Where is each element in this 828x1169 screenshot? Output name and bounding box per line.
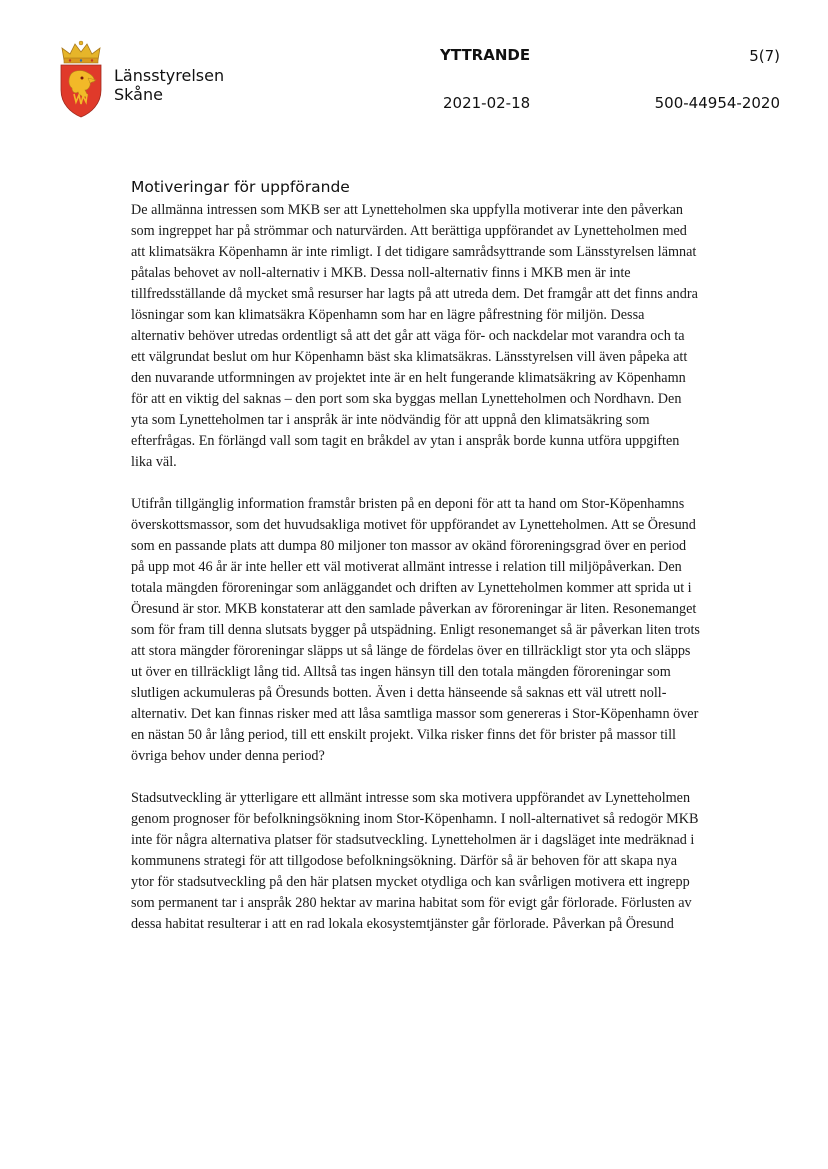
organization-name-line1: Länsstyrelsen [114, 66, 225, 85]
organization-name-line2: Skåne [114, 85, 163, 104]
page-number: 5(7) [749, 47, 780, 65]
document-body [131, 178, 701, 956]
body-paragraph-2: Utifrån tillgänglig information framstår bristen på en deponi för att ta hand om Stor-Köpenhamns överskottsmassor, som det huvudsakliga motivet för uppförandet av Lynetteholmen. Att se Öresund som en passande plats att dumpa 80 miljoner ton massor av okänd föroreningsgrad över en period på upp mot 46 år är inte heller ett väl motiverat allmänt intresse i relation till miljöpåverkan. Den totala mängden föroreningar som anläggandet och driften av Lynetteholmen kommer att sprida ut i Öresund är stor. MKB konstaterar att den samlade påverkan av föroreningar är liten. Resonemanget som för fram till denna slutsats bygger på utspädning. Enligt resonemanget så är påverkan liten trots att stora mängder föroreningar släpps ut så länge de fördelas över en tillräckligt stor yta och släpps ut över en tillräckligt lång tid. Alltså tas ingen hänsyn till den totala mängden föroreningar som slutligen ackumuleras på Öresunds botten. Även i detta hänseende så saknas ett väl utrett noll-alternativ. Det kan finnas risker med att låsa samtliga massor som genereras i Stor-Köpenhamn över en nästan 50 år lång period, till ett enskilt projekt. Vilka risker finns det för brister på massor till övriga behov under denna period? [131, 496, 700, 764]
document-header [0, 0, 828, 130]
body-paragraph-1: De allmänna intressen som MKB ser att Lynetteholmen ska uppfylla motiverar inte den påverkan som ingreppet har på strömmar och naturvärden. Att berättiga uppförandet av Lynetteholmen med att klimatsäkra Köpenhamn är inte rimligt. I det tidigare samrådsyttrande som Länsstyrelsen lämnat påtalas behovet av noll-alternativ i MKB. Dessa noll-alternativ finns i MKB men är inte tillfredsställande då mycket små resurser har lagts på att utreda dem. Det framgår att det finns andra lösningar som kan klimatsäkra Köpenhamn som har en lägre påfrestning för miljön. Dessa alternativ behöver utredas ordentligt så att det går att väga för- och nackdelar mot varandra och ta ett välgrundat beslut om hur Köpenhamn bäst ska klimatsäkras. Länsstyrelsen vill även påpeka att den nuvarande utformningen av projektet inte är en helt fungerande klimatsäkring av Köpenhamn för att en viktig del saknas – den port som ska byggas mellan Lynetteholmen och Nordhavn. Den yta som Lynetteholmen tar i anspråk är inte nödvändig för att uppnå den klimatsäkring som efterfrågas. En förlängd vall som tagit en bråkdel av ytan i anspråk borde kunna utföra uppgiften lika väl. [131, 202, 698, 470]
section-heading: Motiveringar för uppförande [131, 178, 350, 196]
document-type: YTTRANDE [440, 46, 531, 64]
document-date: 2021-02-18 [443, 94, 531, 112]
lansstyrelsen-coat-of-arms-logo [58, 38, 104, 118]
body-paragraph-3: Stadsutveckling är ytterligare ett allmänt intresse som ska motivera uppförandet av Lynetteholmen genom prognoser för befolkningsökning inom Stor-Köpenhamn. I noll-alternativet så redogör MKB inte för några alternativa platser för stadsutveckling. Lynetteholmen är i dagsläget inte medräknad i kommunens strategi för att tillgodose befolkningsökning. Därför så är behoven för att skapa nya ytor för stadsutveckling på den här platsen mycket otydliga och kan svårligen motivera ett ingrepp som permanent tar i anspråk 280 hektar av marina habitat som för evigt går förlorade. Förlusten av dessa habitat resulterar i att en rad lokala ekosystemtjänster går förlorade. Påverkan på Öresund [131, 790, 699, 932]
document-reference: 500-44954-2020 [654, 94, 780, 112]
organization-name [114, 66, 224, 104]
